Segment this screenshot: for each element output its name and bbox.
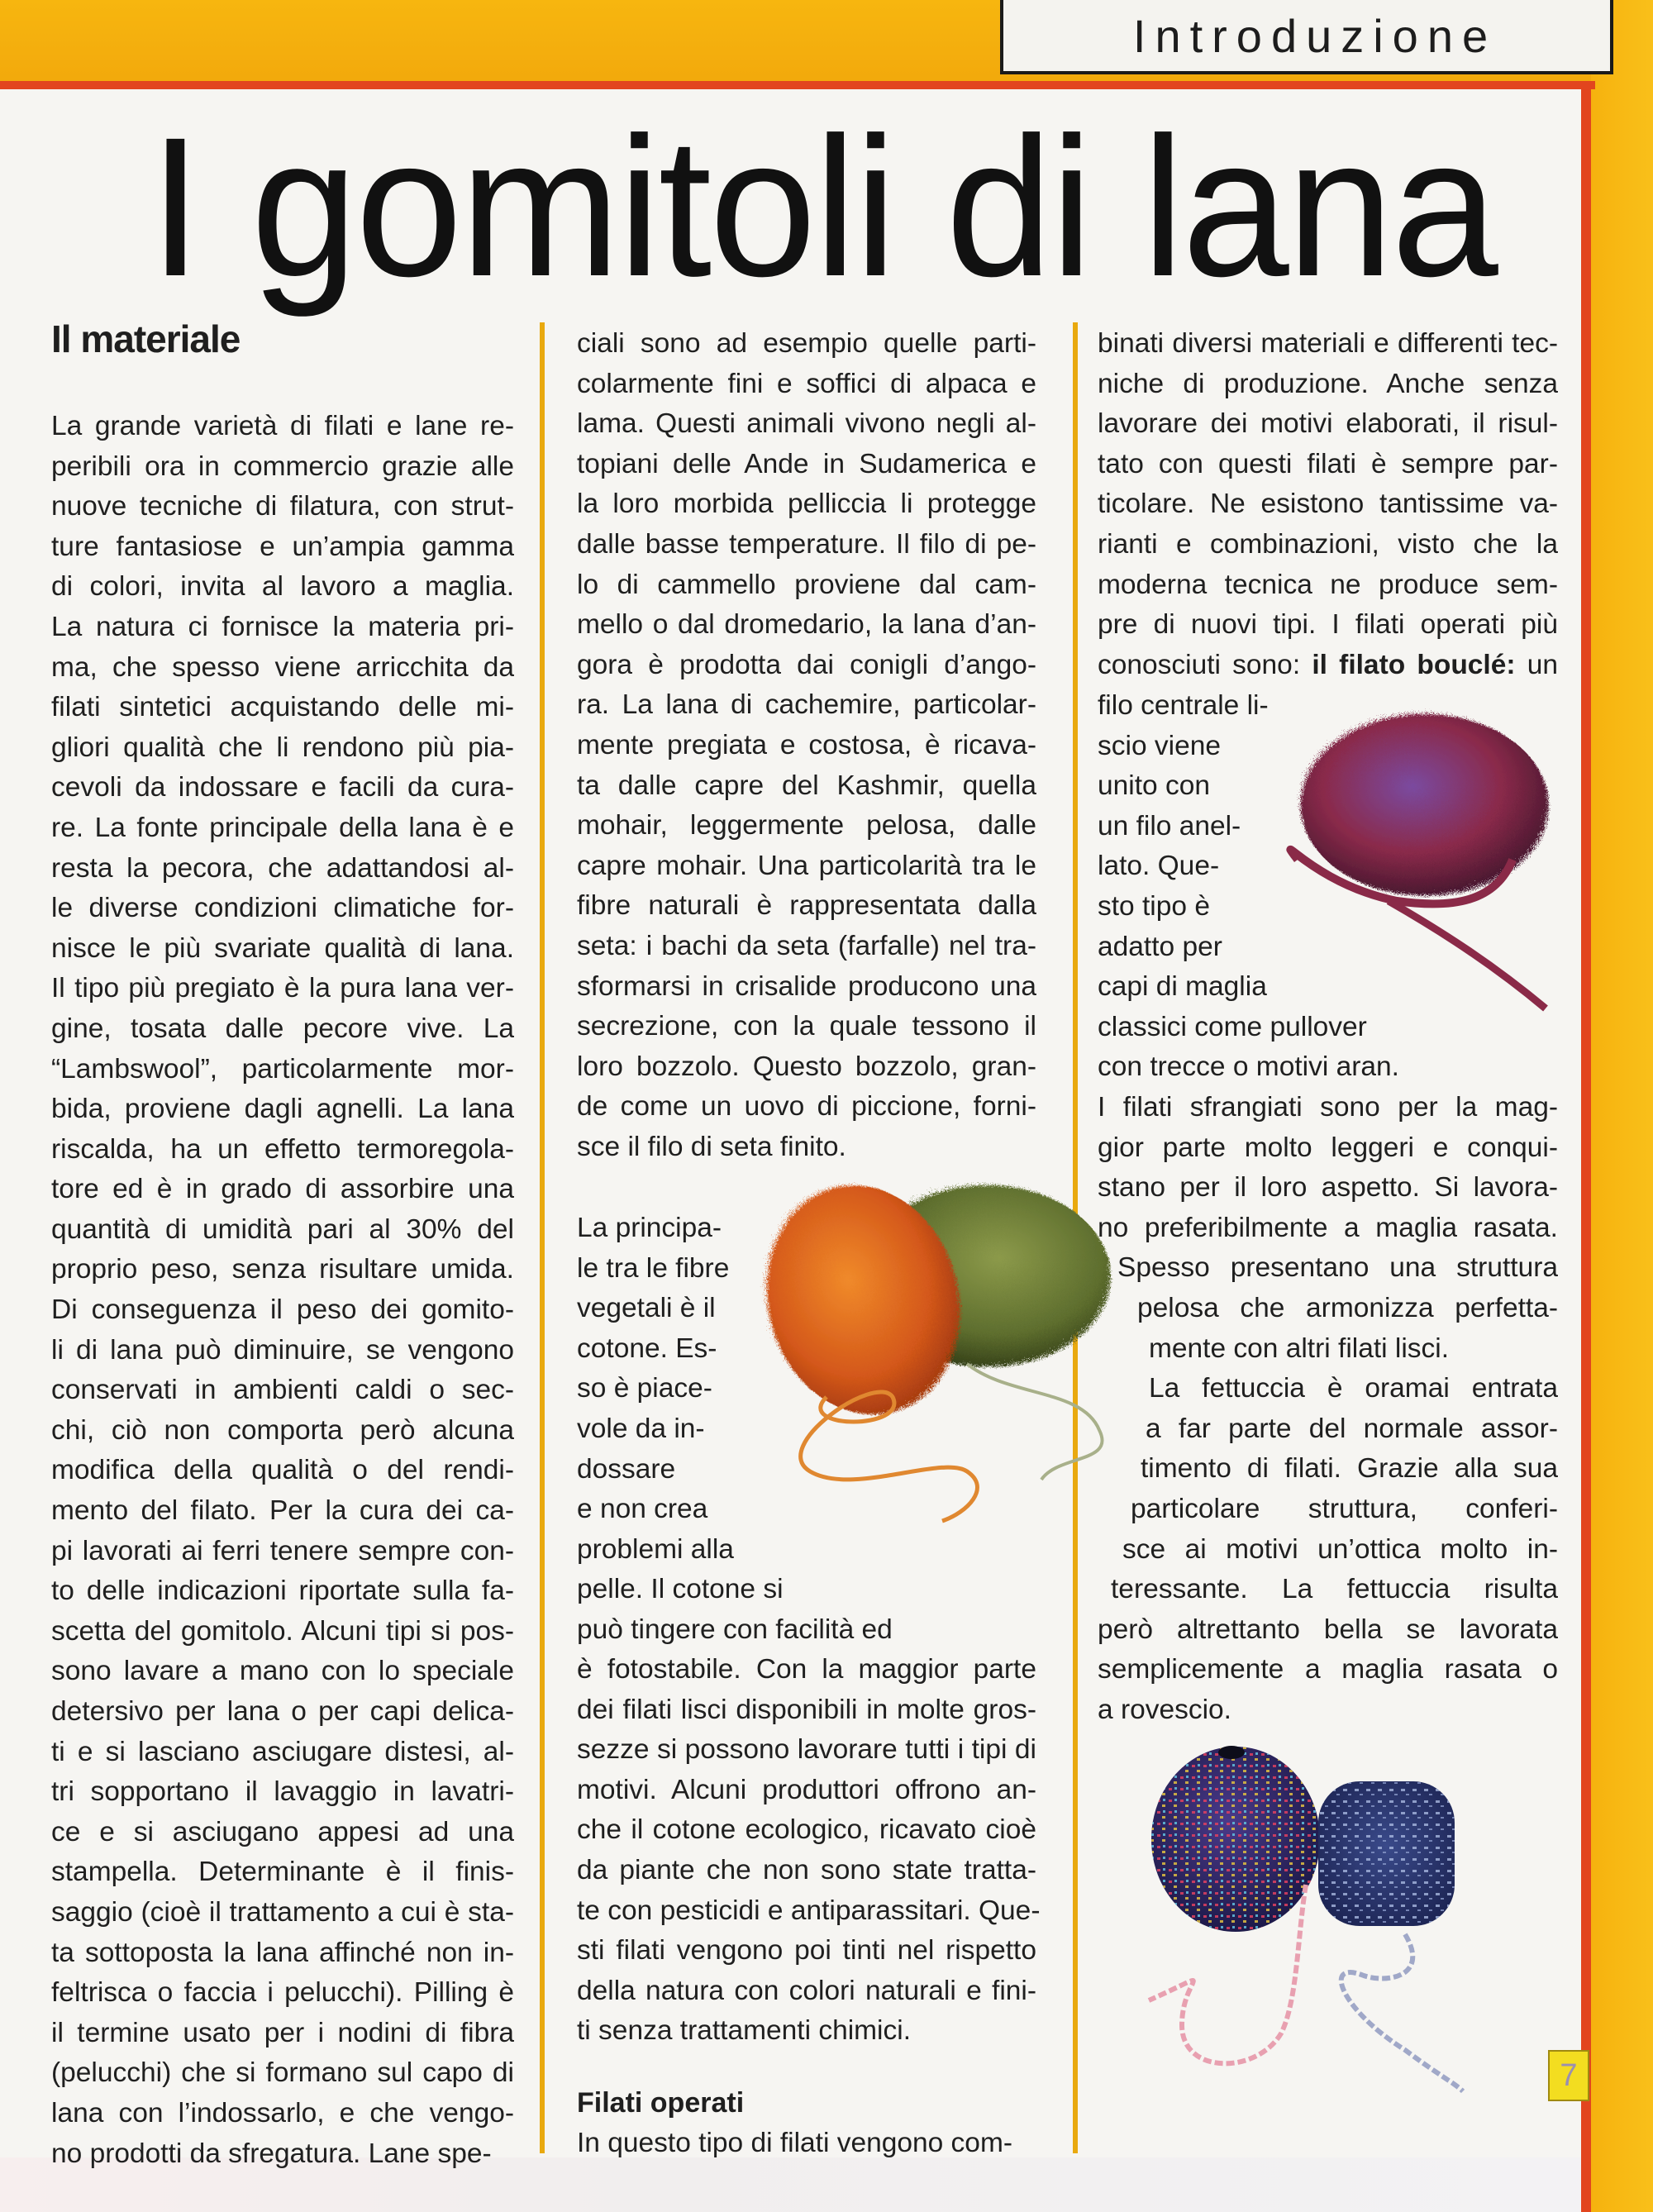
page-frame-right xyxy=(1591,0,1653,2212)
text-line: con trecce o motivi aran. xyxy=(1098,1051,1399,1083)
text-line: dei filati lisci disponibili in molte gros- xyxy=(577,1694,1036,1725)
text-line: gior parte molto leggeri e conqui- xyxy=(1098,1132,1558,1163)
text-line: La principa- xyxy=(577,1213,722,1243)
text-line: un filo anel- xyxy=(1098,810,1241,841)
text-line: sezze si possono lavorare tutti i tipi di xyxy=(577,1734,1036,1766)
section-label: Introduzione xyxy=(1132,9,1498,62)
text-line: rianti e combinazioni, visto che la xyxy=(1098,528,1558,560)
boucle-yarn-photo xyxy=(1265,694,1562,1025)
text-line: gliori qualità che li rendono più pia- xyxy=(51,732,514,763)
bold-term-boucle: il filato bouclé: xyxy=(1312,649,1516,680)
text-line: sformarsi in crisalide producono una xyxy=(577,970,1036,1002)
text-line-boucle: conosciuti sono: il filato bouclé: un xyxy=(1098,649,1558,680)
text-line: sce il filo di seta finito. xyxy=(577,1131,846,1162)
text-line: ti e si lasciano asciugare distesi, al- xyxy=(51,1736,514,1767)
text-line: sce ai motivi un’ottica molto in- xyxy=(1122,1533,1558,1565)
text-line: le diverse condizioni climatiche for- xyxy=(51,893,514,924)
text-line: mento del filato. Per la cura dei ca- xyxy=(51,1495,514,1527)
text-line: dalle basse temperature. Il filo di pe- xyxy=(577,528,1036,560)
text-line: topiani delle Ande in Sudamerica e xyxy=(577,448,1036,479)
text-line: tore ed è in grado di assorbire una xyxy=(51,1174,514,1205)
text-line: cevoli da indossare e facili da cura- xyxy=(51,772,514,803)
text-line: sono lavare a mano con lo speciale xyxy=(51,1656,514,1687)
text-line: a far parte del normale assor- xyxy=(1146,1413,1558,1444)
text-line: so è piace- xyxy=(577,1373,712,1404)
text-line: La grande varietà di filati e lane re- xyxy=(51,411,514,441)
text-line: unito con xyxy=(1098,770,1210,802)
text-line: della natura con colori naturali e fini- xyxy=(577,1975,1036,2006)
text-line: pi lavorati ai ferri tenere sempre con- xyxy=(51,1535,514,1566)
text-line: La fettuccia è oramai entrata xyxy=(1149,1373,1558,1404)
text-line: te con pesticidi e antiparassitari. Que- xyxy=(577,1895,1041,1926)
text-line: mohair, leggermente pelosa, dalle xyxy=(577,810,1036,841)
text-line: resta la pecora, che adattandosi al- xyxy=(51,852,514,884)
text-line: saggio (cioè il trattamento a cui è sta- xyxy=(51,1896,514,1928)
text-line: semplicemente a maglia rasata o xyxy=(1098,1654,1558,1685)
text-line: motivi. Alcuni produttori offrono an- xyxy=(577,1774,1036,1805)
text-line: e non crea xyxy=(577,1494,708,1525)
column-3-text-bottom xyxy=(1098,1088,1558,1731)
text-line: feltrisca o faccia i pelucchi). Pilling è xyxy=(51,1977,514,2009)
text-line: re. La fonte principale della lana è e xyxy=(51,812,514,843)
column-2-text-bottom xyxy=(577,1650,1041,2052)
column-1 xyxy=(51,314,514,2174)
text-line: pelosa che armonizza perfetta- xyxy=(1137,1292,1558,1323)
text-line: di colori, invita al lavoro a maglia. xyxy=(51,571,514,603)
column-divider-1 xyxy=(540,322,545,2153)
text-line: vegetali è il xyxy=(577,1293,716,1324)
text-line: però altrettanto bella se lavorata xyxy=(1098,1614,1558,1645)
text-line: moderna tecnica ne produce sem- xyxy=(1098,569,1558,600)
column-2-text-top xyxy=(577,324,1036,1167)
text-line: pre di nuovi tipi. I filati operati più xyxy=(1098,609,1558,641)
text-line: stampella. Determinante è il finis- xyxy=(51,1857,514,1888)
red-border-right xyxy=(1581,81,1591,2212)
subheading-filati-operati: Filati operati xyxy=(577,2086,745,2119)
page-title: I gomitoli di lana xyxy=(149,96,1496,317)
text-line: problemi alla xyxy=(577,1533,734,1565)
text-line: modifica della qualità o del rendi- xyxy=(51,1455,514,1486)
text-line: stano per il loro aspetto. Si lavora- xyxy=(1098,1172,1558,1204)
text-line: no prodotti da sfregatura. Lane spe- xyxy=(51,2138,492,2169)
ribbon-yarn-photo xyxy=(1132,1728,1562,2141)
text-line: filati sintetici acquistando delle mi- xyxy=(51,692,514,723)
text-line: gine, tosata dalle pecore vive. La xyxy=(51,1013,514,1044)
text-line: filo centrale li- xyxy=(1098,690,1269,721)
text-line: li di lana può diminuire, se vengono xyxy=(51,1334,514,1366)
text-line: particolare struttura, conferi- xyxy=(1131,1493,1558,1524)
text-line: mente pregiata e costosa, è ricava- xyxy=(577,729,1036,760)
text-line: riscalda, ha un effetto termoregola- xyxy=(51,1133,514,1165)
text-line: a rovescio. xyxy=(1098,1694,1231,1725)
text-line: il termine usato per i nodini di fibra xyxy=(51,2017,514,2048)
text-line: to delle indicazioni riportate sulla fa- xyxy=(51,1576,514,1607)
text-line: mente con altri filati lisci. xyxy=(1149,1332,1450,1364)
text-line: scetta del gomitolo. Alcuni tipi si pos- xyxy=(51,1615,514,1647)
text-line: lato. Que- xyxy=(1098,851,1220,882)
text-line: Spesso presentano una struttura xyxy=(1117,1252,1558,1284)
text-line: La natura ci fornisce la materia pri- xyxy=(51,611,514,642)
text-line: secrezione, con la quale tessono il xyxy=(577,1011,1036,1042)
text-line: quantità di umidità pari al 30% del xyxy=(51,1213,514,1245)
text-line: binati diversi materiali e differenti tec- xyxy=(1098,328,1558,359)
text-line: nuove tecniche di filatura, con strut- xyxy=(51,491,514,522)
text-line: la loro morbida pelliccia li protegge xyxy=(577,489,1036,520)
section-heading-materiale: Il materiale xyxy=(51,317,241,360)
text-line: (pelucchi) che si formano sul capo di xyxy=(51,2057,514,2089)
text-line: ra. La lana di cachemire, particolar- xyxy=(577,689,1036,721)
text-line: Di conseguenza il peso dei gomito- xyxy=(51,1294,514,1326)
text-line: gora è prodotta dai conigli d’ango- xyxy=(577,649,1036,680)
text-line: detersivo per lana o per capi delica- xyxy=(51,1696,514,1727)
page-number: 7 xyxy=(1548,2050,1589,2101)
red-border-top xyxy=(0,81,1595,89)
text-line: capre mohair. Una particolarità tra le xyxy=(577,850,1036,881)
text-line: seta: i bachi da seta (farfalle) nel tra- xyxy=(577,930,1036,961)
text-line: pelle. Il cotone si xyxy=(577,1574,784,1605)
text-line: scio viene xyxy=(1098,730,1221,761)
text-line: adatto per xyxy=(1098,931,1222,962)
text-line: no preferibilmente a maglia rasata. xyxy=(1098,1212,1558,1243)
column-3-text-top xyxy=(1098,324,1558,646)
column-3 xyxy=(1098,324,1558,685)
text-line: ce e si asciugano appesi ad una xyxy=(51,1816,514,1847)
text-line: peribili ora in commercio grazie alle xyxy=(51,451,514,482)
text-line: lama. Questi animali vivono negli al- xyxy=(577,408,1036,440)
text-line: nisce le più svariate qualità di lana. xyxy=(51,932,514,964)
text-line: ta sottoposta la lana affinché non in- xyxy=(51,1937,514,1968)
text-line: conservati in ambienti caldi o sec- xyxy=(51,1375,514,1406)
text-line: può tingere con facilità ed xyxy=(577,1614,893,1645)
text-line: le tra le fibre xyxy=(577,1252,730,1284)
text-line: mello o dal dromedario, la lana d’an- xyxy=(577,609,1036,641)
text-line: “Lambswool”, particolarmente mor- xyxy=(51,1053,514,1085)
text-line: sto tipo è xyxy=(1098,890,1210,922)
text-line: bida, proviene dagli agnelli. La lana xyxy=(51,1094,514,1125)
text-line: ma, che spesso viene arricchita da xyxy=(51,651,514,683)
text-line: fibre naturali è rappresentata dalla xyxy=(577,890,1036,922)
text-line: tri sopportano il lavaggio in lavatri- xyxy=(51,1776,514,1808)
text-line: da piante che non sono state tratta- xyxy=(577,1854,1036,1885)
text-line: proprio peso, senza risultare umida. xyxy=(51,1254,514,1285)
text-line: capi di maglia xyxy=(1098,971,1267,1003)
text-line: lana con l’indossarlo, e che vengo- xyxy=(51,2097,514,2129)
fluffy-yarn-photo xyxy=(694,1182,1124,1529)
text-line: sti filati vengono poi tinti nel rispetto xyxy=(577,1935,1036,1966)
text-line: ta dalle capre del Kashmir, quella xyxy=(577,770,1036,801)
text-line: ture fantasiose e un’ampia gamma xyxy=(51,531,514,562)
text-line: dossare xyxy=(577,1453,676,1485)
text-line: lavorare dei motivi elaborati, il risul- xyxy=(1098,408,1558,440)
text-line: de come un uovo di piccione, forni- xyxy=(577,1091,1036,1123)
text-line: ticolare. Ne esistono tantissime va- xyxy=(1098,489,1558,520)
column-3-bottom xyxy=(1098,1088,1558,1731)
column-2-bottom xyxy=(577,1650,1041,2163)
text-line: ti senza trattamenti chimici. xyxy=(577,2015,911,2047)
section-header-box xyxy=(1000,0,1613,74)
text-line: cotone. Es- xyxy=(577,1332,717,1364)
text-line: vole da in- xyxy=(577,1413,705,1444)
text-line: teressante. La fettuccia risulta xyxy=(1111,1574,1558,1605)
column-2 xyxy=(577,324,1036,1167)
text-line: classici come pullover xyxy=(1098,1011,1367,1042)
text-line: lo di cammello proviene dal cam- xyxy=(577,569,1036,600)
text-line: tato con questi filati è sempre par- xyxy=(1098,448,1558,479)
text-line: che il cotone ecologico, ricavato cioè xyxy=(577,1814,1036,1846)
text-line: colarmente fini e soffici di alpaca e xyxy=(577,368,1036,399)
text-line: niche di produzione. Anche senza xyxy=(1098,368,1558,399)
text-line: timento di filati. Grazie alla sua xyxy=(1141,1453,1558,1485)
column-1-text xyxy=(51,407,514,2174)
text-line: loro bozzolo. Questo bozzolo, gran- xyxy=(577,1051,1036,1082)
text-line: è fotostabile. Con la maggior parte xyxy=(577,1654,1036,1685)
text-line: Il tipo più pregiato è la pura lana ver- xyxy=(51,973,514,1004)
text-line: In questo tipo di filati vengono com- xyxy=(577,2127,1013,2158)
text-line: ciali sono ad esempio quelle parti- xyxy=(577,328,1036,359)
text-line: I filati sfrangiati sono per la mag- xyxy=(1098,1092,1558,1123)
text-line: chi, ciò non comporta però alcuna xyxy=(51,1414,514,1446)
